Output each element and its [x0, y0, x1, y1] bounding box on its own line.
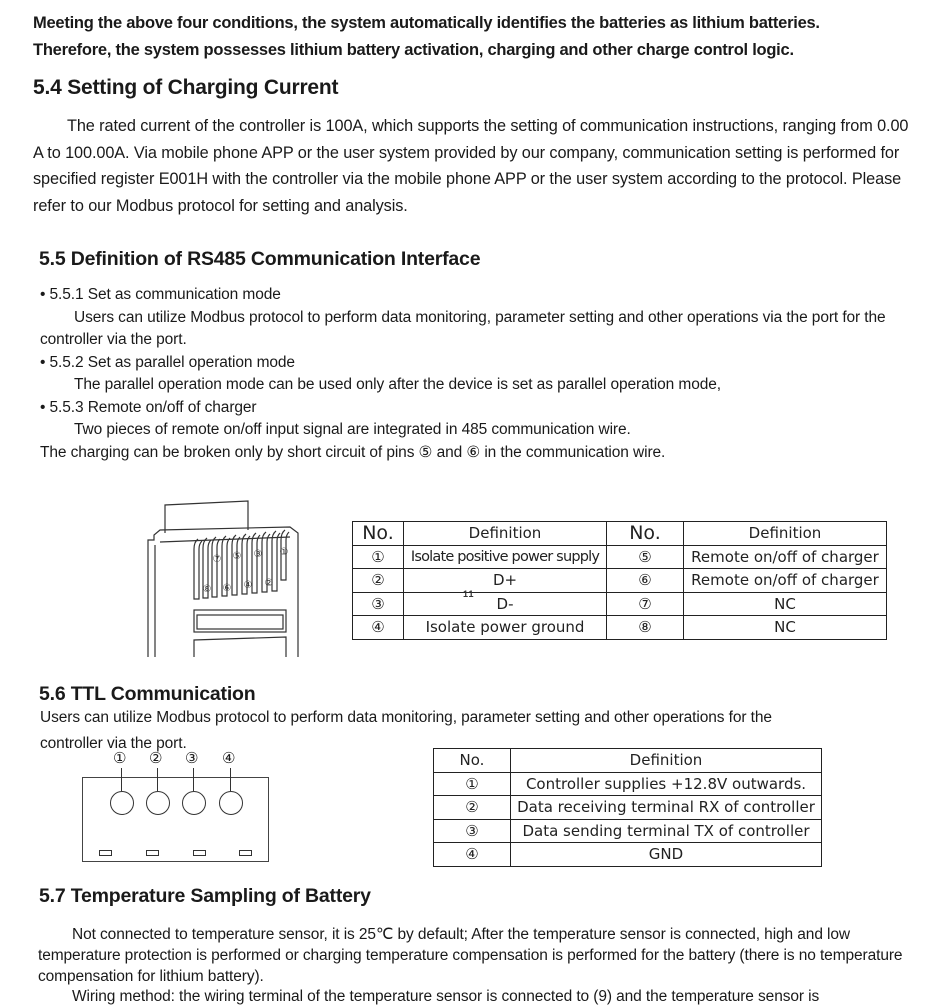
section-5-5-list	[40, 284, 910, 464]
section-5-5-title: 5.5 Definition of RS485 Communication Interface	[39, 248, 481, 270]
pin-lead	[121, 768, 122, 791]
pin-label-8: ⑧	[202, 584, 212, 595]
table-row	[434, 772, 822, 796]
pin-label-1: ①	[279, 547, 289, 558]
pin-label-7: ⑦	[212, 554, 222, 565]
cell-no: ⑥	[607, 569, 684, 593]
cell-definition: Remote on/off of charger	[684, 569, 887, 593]
pin-lead	[193, 768, 194, 791]
list-item-5-5-1-text: Users can utilize Modbus protocol to perform data monitoring, parameter setting and other operations via the port for the controller via the port.	[40, 308, 886, 348]
pin-lead	[230, 768, 231, 791]
latch-slot-icon	[193, 850, 206, 856]
cell-no: ①	[434, 772, 511, 796]
cell-definition: GND	[511, 843, 822, 867]
table-row	[434, 796, 822, 820]
ttl-port-diagram	[82, 777, 269, 862]
ttl-pin-label-3: ③	[185, 749, 199, 767]
cell-no: ④	[353, 616, 404, 640]
section-5-4-title: 5.4 Setting of Charging Current	[33, 76, 339, 99]
cell-no: ④	[434, 843, 511, 867]
rs485-connector-illustration	[140, 495, 320, 665]
header-definition: Definition	[404, 522, 607, 546]
intro-line-1: Meeting the above four conditions, the system automatically identifies the batteries as lithium batteries.	[33, 14, 820, 32]
ttl-pin-label-2: ②	[149, 749, 163, 767]
cell-no: ⑤	[607, 545, 684, 569]
table-header-row	[353, 522, 887, 546]
section-5-7-body-2: Wiring method: the wiring terminal of the temperature sensor is connected to (9) and the temperature sensor is	[72, 988, 820, 1005]
pin-hole-icon	[182, 791, 206, 815]
cell-no: ③	[434, 819, 511, 843]
cell-definition: Isolate power ground	[404, 616, 607, 640]
stray-mark: 11	[463, 589, 475, 599]
cell-definition: Controller supplies +12.8V outwards.	[511, 772, 822, 796]
cell-definition: NC	[684, 616, 887, 640]
list-item-5-5-1-bullet: • 5.5.1 Set as communication mode	[40, 286, 281, 303]
cell-definition: Data receiving terminal RX of controller	[511, 796, 822, 820]
table-row	[434, 843, 822, 867]
pin-lead	[157, 768, 158, 791]
section-5-4-body: The rated current of the controller is 100A, which supports the setting of communication instructions, ranging from 0.00 A to 100.00A. Via mobile phone APP or the user system provided by our company, communication setting is performed for specified register E001H with the controller via the mobile phone APP or the user system according to the protocol. Please refer to our Modbus protocol for setting and analysis.	[33, 117, 909, 215]
section-5-7-body: Not connected to temperature sensor, it is 25℃ by default; After the temperature sensor is connected, high and low temperature protection is performed or charging temperature compensation is performed for the battery (there is no temperature compensation for lithium battery).	[38, 926, 903, 985]
list-item-5-5-2-bullet: • 5.5.2 Set as parallel operation mode	[40, 353, 295, 371]
cell-no: ①	[353, 545, 404, 569]
cell-no: ⑦	[607, 592, 684, 616]
header-no: No.	[434, 749, 511, 773]
cell-definition: Isolate positive power supply	[404, 545, 607, 569]
section-5-7-title: 5.7 Temperature Sampling of Battery	[39, 885, 371, 907]
ttl-pin-label-1: ①	[113, 749, 127, 767]
table-row	[353, 616, 887, 640]
cell-definition: NC	[684, 592, 887, 616]
ttl-pin-table	[433, 748, 822, 867]
table-row	[434, 819, 822, 843]
latch-slot-icon	[99, 850, 112, 856]
pin-label-4: ④	[243, 580, 253, 591]
cell-definition: D+	[404, 569, 607, 593]
section-5-6-title: 5.6 TTL Communication	[39, 683, 256, 705]
section-5-6-body-2: controller via the port.	[40, 735, 187, 752]
cell-definition: Data sending terminal TX of controller	[511, 819, 822, 843]
pin-label-3: ③	[253, 549, 263, 560]
cell-no: ⑧	[607, 616, 684, 640]
ttl-pin-label-4: ④	[222, 749, 236, 767]
pin-label-2: ②	[264, 578, 274, 589]
list-item-5-5-3-bullet: • 5.5.3 Remote on/off of charger	[40, 398, 257, 416]
cell-no: ③	[353, 592, 404, 616]
pin-hole-icon	[219, 791, 243, 815]
header-definition: Definition	[511, 749, 822, 773]
header-no: No.	[607, 522, 684, 546]
pin-label-5: ⑤	[232, 551, 242, 562]
cell-definition: Remote on/off of charger	[684, 545, 887, 569]
header-no: No.	[353, 522, 404, 546]
rs485-pin-table	[352, 521, 887, 640]
list-item-5-5-2-text: The parallel operation mode can be used only after the device is set as parallel operation mode,	[74, 376, 721, 393]
pin-label-6: ⑥	[222, 583, 232, 594]
table-row	[353, 545, 887, 569]
cell-definition: D-	[404, 592, 607, 616]
list-item-5-5-3-text: Two pieces of remote on/off input signal are integrated in 485 communication wire.	[74, 421, 631, 438]
intro-line-2: Therefore, the system possesses lithium battery activation, charging and other charge control logic.	[33, 41, 794, 59]
table-header-row	[434, 749, 822, 773]
pin-hole-icon	[146, 791, 170, 815]
cell-no: ②	[353, 569, 404, 593]
table-row	[353, 569, 887, 593]
pin-hole-icon	[110, 791, 134, 815]
header-definition: Definition	[684, 522, 887, 546]
table-row	[353, 592, 887, 616]
section-5-6-body-1: Users can utilize Modbus protocol to perform data monitoring, parameter setting and other operations for the	[40, 709, 772, 726]
latch-slot-icon	[239, 850, 252, 856]
cell-no: ②	[434, 796, 511, 820]
section-5-5-note: The charging can be broken only by short circuit of pins ⑤ and ⑥ in the communication wire.	[40, 443, 666, 461]
latch-slot-icon	[146, 850, 159, 856]
